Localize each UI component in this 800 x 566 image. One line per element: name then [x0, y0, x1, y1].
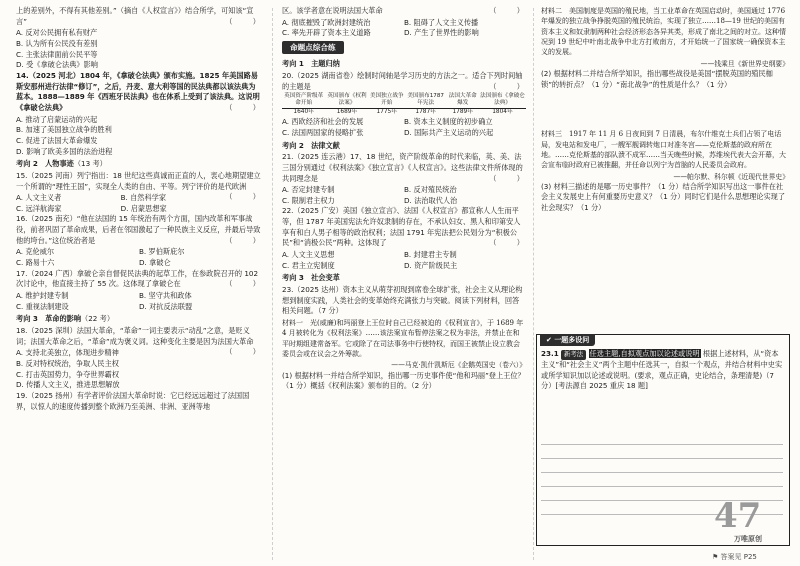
- option-d[interactable]: D. 国际共产主义运动的兴起: [404, 127, 494, 137]
- options-14: [16, 115, 262, 158]
- section-title: 考向 2 人物事迹: [16, 159, 74, 169]
- answer-blank[interactable]: （ ）: [225, 102, 262, 112]
- options-15: [16, 193, 225, 214]
- section-title: 考向 3 革命的影响: [16, 314, 82, 324]
- question-22: [282, 206, 526, 249]
- option-c[interactable]: C. 率先开辟了资本主义道路: [282, 28, 371, 38]
- option-a[interactable]: A. 人文主义思想: [282, 250, 335, 260]
- question-text: 18.（2025 深圳）法国大革命，“革命”一词主要表示“动乱”之意，是贬义词；法国大革命之后，“革命”成为褒义词。这种变化主要是因为法国大革命: [16, 326, 254, 346]
- options-20: [282, 117, 526, 138]
- section-count: （22 考）: [81, 314, 115, 324]
- answer-blank[interactable]: （ ）: [489, 173, 526, 183]
- option-c[interactable]: C. 法国两国家的侵略扩张: [282, 127, 364, 137]
- question-23-3: (3) 材料三描述的是哪一历史事件？（1 分）结合所学知识写出这一事件在社会主义发展史上有何重要历史意义？（1 分）同时它们是什么思想理论实现了社会现实？（1 分）: [541, 181, 786, 212]
- option-b[interactable]: B. 自然科学家: [120, 193, 167, 203]
- question-text: 14.（2025 河北）1804 年，《拿破仑法典》颁布实施。1825 年美国路易斯安那州进行法律“修订”，之后，丹麦、意大利等国的民法典都以该法典为蓝本。1888—1889 年《西班牙民法典》也在体系上受到了该法典。这说明《拿破仑法典》: [16, 70, 260, 112]
- options-19: [282, 18, 526, 39]
- question-text: 21.（2025 连云港）17、18 世纪，资产阶级革命的时代来临，英、美、法三国分别通过《权利法案》《独立宣言》《人权宣言》。这些法律文件所体现的共同理念是: [282, 152, 523, 183]
- box-title: 一题多设问: [554, 336, 590, 344]
- question-text: 16.（2025 南充）“他在法国的 15 年统治有两个方面，国内改革和军事战役，前者巩固了革命成果，后者在邻国激起了一种民族主义反应，并最后导致他的垮台。”这位统治者是: [16, 214, 261, 245]
- option-b[interactable]: B. 罗伯斯庇尔: [139, 247, 185, 257]
- check-icon: ✔: [546, 336, 555, 344]
- option-a[interactable]: A. 反对公民拥有私有财产: [16, 28, 98, 38]
- question-23-2: (2) 根据材料二并结合所学知识，指出哪些战役是美国“摆脱英国的殖民枷锁”的转折点？（1 分）“南北战争”的性质是什么？（1 分）: [541, 68, 773, 89]
- answer-space[interactable]: [541, 91, 789, 129]
- timeline-event: 法国大革命爆发: [448, 93, 477, 107]
- answer-blank[interactable]: （ ）: [225, 279, 262, 289]
- answer-blank[interactable]: （ ）: [225, 235, 262, 245]
- option-b[interactable]: B. 反对特权统治，争取人民主权: [16, 359, 119, 368]
- timeline-year: 1787年: [405, 108, 447, 116]
- question-14: [16, 71, 262, 114]
- question-23-intro: 23.（2025 达州）资本主义从萌芽初现到席卷全球扩张，社会主义从理论构想到制度实践，人类社会的变革始终充满张力与突破。阅读下列材料，回答相关问题。（7 分）: [282, 285, 523, 316]
- answer-blank[interactable]: （ ）: [489, 238, 526, 248]
- option-d[interactable]: D. 拿破仑: [139, 258, 171, 268]
- material-3: 材料三 1917 年 11 月 6 日夜间到 7 日清晨，布尔什维克士兵们占领了电话局，发电站和发电厂，一艘军舰调转炮口对准冬宫——克伦斯基的政府所在地。……克伦斯基的部队溃不成军……当天晚些时候，苏维埃代表大会开幕，大会宣布临时政府已被推翻，并任命以列宁为首脑的人民委员会政府。: [541, 130, 786, 170]
- question-20: [282, 71, 526, 92]
- answer-line[interactable]: [541, 473, 783, 487]
- section-heading: [16, 314, 262, 325]
- timeline-year: 1775年: [369, 108, 405, 116]
- timeline-year: 1640年: [282, 108, 325, 116]
- option-d[interactable]: D. 受《拿破仑法典》影响: [16, 60, 98, 70]
- option-d[interactable]: D. 法治取代人治: [404, 195, 458, 205]
- highlight-text: 任选主题,自拟观点加以论述或说明: [589, 349, 700, 358]
- question-19: [16, 391, 262, 412]
- question-text: 19.（2025 扬州）有学者评价法国大革命时说：它已经远远超过了法国国界，以惊人的速度传播到整个欧洲乃至美洲、非洲、亚洲等地: [16, 390, 250, 411]
- question-text: 上的差别外，不得有其他差别。”（摘自《人权宣言》）结合所学，可知该“宣言”: [16, 6, 254, 26]
- question-text: 根据上述材料，从“资本主义”和“社会主义”两个主题中任选其一，自拟一个观点，并结合材料中史实或所学知识加以论述或说明。(要求，观点正确，史论结合，条理清楚)（7 分）[考法源自 2025 重庆 18 题]: [541, 349, 783, 391]
- brand-label: 万唯原创: [734, 535, 762, 543]
- timeline-events: [282, 93, 526, 108]
- option-b[interactable]: B. 加速了美国独立战争的胜利: [16, 125, 112, 135]
- answer-blank[interactable]: （ ）: [225, 192, 262, 202]
- answer-line[interactable]: [541, 431, 783, 445]
- question-23-1: (1) 根据材料一并结合所学知识，指出哪一历史事件使“他和玛丽”登上王位？（1 分）概括《权利法案》颁布的目的。（2 分）: [282, 370, 525, 391]
- question-text: 20.（2025 湖南省卷）绘制时间轴是学习历史的方法之一。适合下列时间轴的主题是: [282, 70, 523, 91]
- question-21: [282, 152, 526, 184]
- option-a[interactable]: A. 支持北美独立，体现进步精神: [16, 348, 119, 358]
- middle-column: [282, 6, 526, 393]
- option-d[interactable]: D. 启蒙思想家: [120, 203, 167, 213]
- section-heading: 考向 3 社会变革: [282, 273, 340, 283]
- option-b[interactable]: B. 封建君主专制: [404, 250, 457, 260]
- option-a[interactable]: A. 维护封建专制: [16, 291, 69, 301]
- column-divider: [272, 8, 273, 560]
- answer-blank[interactable]: （ ）: [225, 347, 262, 357]
- page-number: 47: [714, 496, 762, 536]
- option-a[interactable]: A. 推动了启蒙运动的兴起: [16, 114, 98, 124]
- answer-reference: [712, 552, 757, 562]
- section-count: （13 考）: [73, 159, 107, 169]
- option-b[interactable]: B. 资本主义制度的初步确立: [404, 117, 493, 127]
- left-column: [16, 6, 262, 413]
- options-22: [282, 250, 526, 271]
- answer-line[interactable]: [541, 459, 783, 473]
- question-16: [16, 214, 262, 246]
- question-text: 区。该学者意在说明法国大革命: [282, 6, 383, 15]
- option-d[interactable]: D. 资产阶级民主: [404, 260, 458, 270]
- timeline-event: 美国独立战争开始: [369, 93, 404, 107]
- right-column: [541, 6, 789, 215]
- box-header: [540, 334, 595, 346]
- option-c[interactable]: C. 远洋航海家: [16, 203, 62, 213]
- answer-blank[interactable]: （ ）: [225, 16, 262, 26]
- option-a[interactable]: A. 人文主义者: [16, 193, 62, 203]
- option-b[interactable]: B. 坚守共和政体: [139, 291, 192, 301]
- timeline-year: 1789年: [447, 108, 480, 116]
- option-b[interactable]: B. 阻碍了人文主义传播: [404, 17, 479, 27]
- answer-line[interactable]: [541, 445, 783, 459]
- timeline-event: 美国颁布1787年宪法: [407, 93, 444, 107]
- answer-blank[interactable]: （ ）: [489, 81, 526, 91]
- option-d[interactable]: D. 对抗反法联盟: [139, 301, 193, 311]
- question-13-tail: [16, 6, 262, 27]
- option-c[interactable]: C. 路易十六: [16, 258, 55, 268]
- material-2: 材料二 美国制度是英国的殖民地，当工业革命在英国启动时，美国通过 1776 年爆发的独立战争挣脱英国的殖民统治，实现了独立……18—19 世纪的美国有资本主义和奴隶制两种社会经济形态各异其类，形成了南北之间的对立。这种情况到 19 世纪中叶南北战争中北方打败南方，才开始统一了国家统一确保资本主义的发展。: [541, 7, 786, 57]
- box-question: [541, 349, 785, 392]
- option-c[interactable]: C. 主张法律面前公民平等: [16, 49, 98, 59]
- new-method-tag: 新考法: [561, 350, 586, 360]
- option-d[interactable]: D. 产生了世界性的影响: [404, 28, 479, 38]
- option-a[interactable]: A. 克伦威尔: [16, 247, 55, 257]
- timeline-event: 法国颁布《拿破仑法典》: [480, 93, 525, 107]
- option-a[interactable]: A. 否定封建专制: [282, 185, 335, 195]
- question-19-tail: [282, 6, 526, 17]
- question-number: 23.1: [541, 349, 559, 358]
- option-c[interactable]: C. 限制君主权力: [282, 195, 335, 205]
- material-2-source: ——钱乘旦《新世界史纲要》: [700, 59, 789, 68]
- answer-reference-text: 答案见 P25: [720, 553, 757, 561]
- material-1-source: ——马克·凯什凯斯厄《企鹅英国史（卷六）》: [391, 361, 526, 370]
- flag-icon: ⚑: [712, 553, 721, 561]
- question-text: 17.（2024 广西）拿破仑亲自督促民法典的起草工作，在参政院召开的 102 次讨论中，他直接主持了 55 次。这体现了拿破仑在: [16, 268, 259, 289]
- option-c[interactable]: C. 重视法制建设: [16, 301, 69, 311]
- timeline-event: 英国颁布《权利法案》: [327, 93, 367, 107]
- question-text: 22.（2025 广安）美国《独立宣言》、法国《人权宣言》都宣称人人生而平等，但 1787 年美国宪法允许奴隶制的存在，不承认妇女、黑人和印第安人享有和白人男子相等的政治权利；法国 1791 年宪法把公民划分为“积极公民”和“消极公民”两种。这体现了: [282, 206, 521, 248]
- option-c[interactable]: C. 君主立宪制度: [282, 260, 335, 270]
- timeline-event: 英国资产阶级革命开始: [284, 93, 324, 107]
- column-divider: [533, 8, 534, 560]
- option-d[interactable]: D. 传播人文主义，推进思想解放: [16, 380, 120, 390]
- option-b[interactable]: B. 认为所有公民没有差别: [16, 38, 98, 48]
- option-b[interactable]: B. 反对殖民统治: [404, 185, 457, 195]
- answer-blank[interactable]: （ ）: [489, 6, 526, 15]
- section-heading: 考向 1 主题归纳: [282, 59, 340, 69]
- option-a[interactable]: A. 西欧经济和社会的发展: [282, 117, 364, 127]
- question-text: 15.（2025 河南）列宁指出：18 世纪这些真诚而正直的人，衷心地期望建立一个所谓的“理性王国”，实现全人类的自由、平等。列宁评价的是代欧洲: [16, 170, 261, 191]
- timeline: [282, 93, 526, 116]
- option-c[interactable]: C. 促进了法国大革命爆发: [16, 135, 98, 145]
- options-13: [16, 28, 262, 71]
- section-banner: 命题点综合练: [282, 41, 344, 54]
- option-d[interactable]: D. 影响了欧美多国的法治进程: [16, 146, 113, 156]
- options-17: [16, 291, 262, 312]
- options-21: [282, 185, 526, 206]
- section-heading: [16, 159, 262, 170]
- option-a[interactable]: A. 彻底摧毁了欧洲封建统治: [282, 17, 371, 27]
- options-16: [16, 247, 262, 268]
- material-3-source: ——帕尔默、科尔顿《近现代世界史》: [673, 172, 789, 181]
- option-c[interactable]: C. 打击英国势力，争夺世界霸权: [16, 369, 120, 379]
- options-18: [16, 348, 225, 391]
- timeline-years: [282, 108, 526, 116]
- timeline-year: 1804年: [479, 108, 526, 116]
- material-1: 材料一 光(威廉)和玛丽登上王位时自己已经被迫的《权利宣言》，于 1689 年 4 月被转化为《权利法案》……该法案宣布暂停法案之权为非法，并禁止在和平时期组建常备军。它或除了在司法事务中行使特权，而国王被禁止设立教会委员会或在议会之外筹款。: [282, 319, 524, 359]
- question-17: [16, 269, 262, 290]
- section-heading: 考向 2 法律文献: [282, 140, 340, 150]
- timeline-year: 1689年: [325, 108, 368, 116]
